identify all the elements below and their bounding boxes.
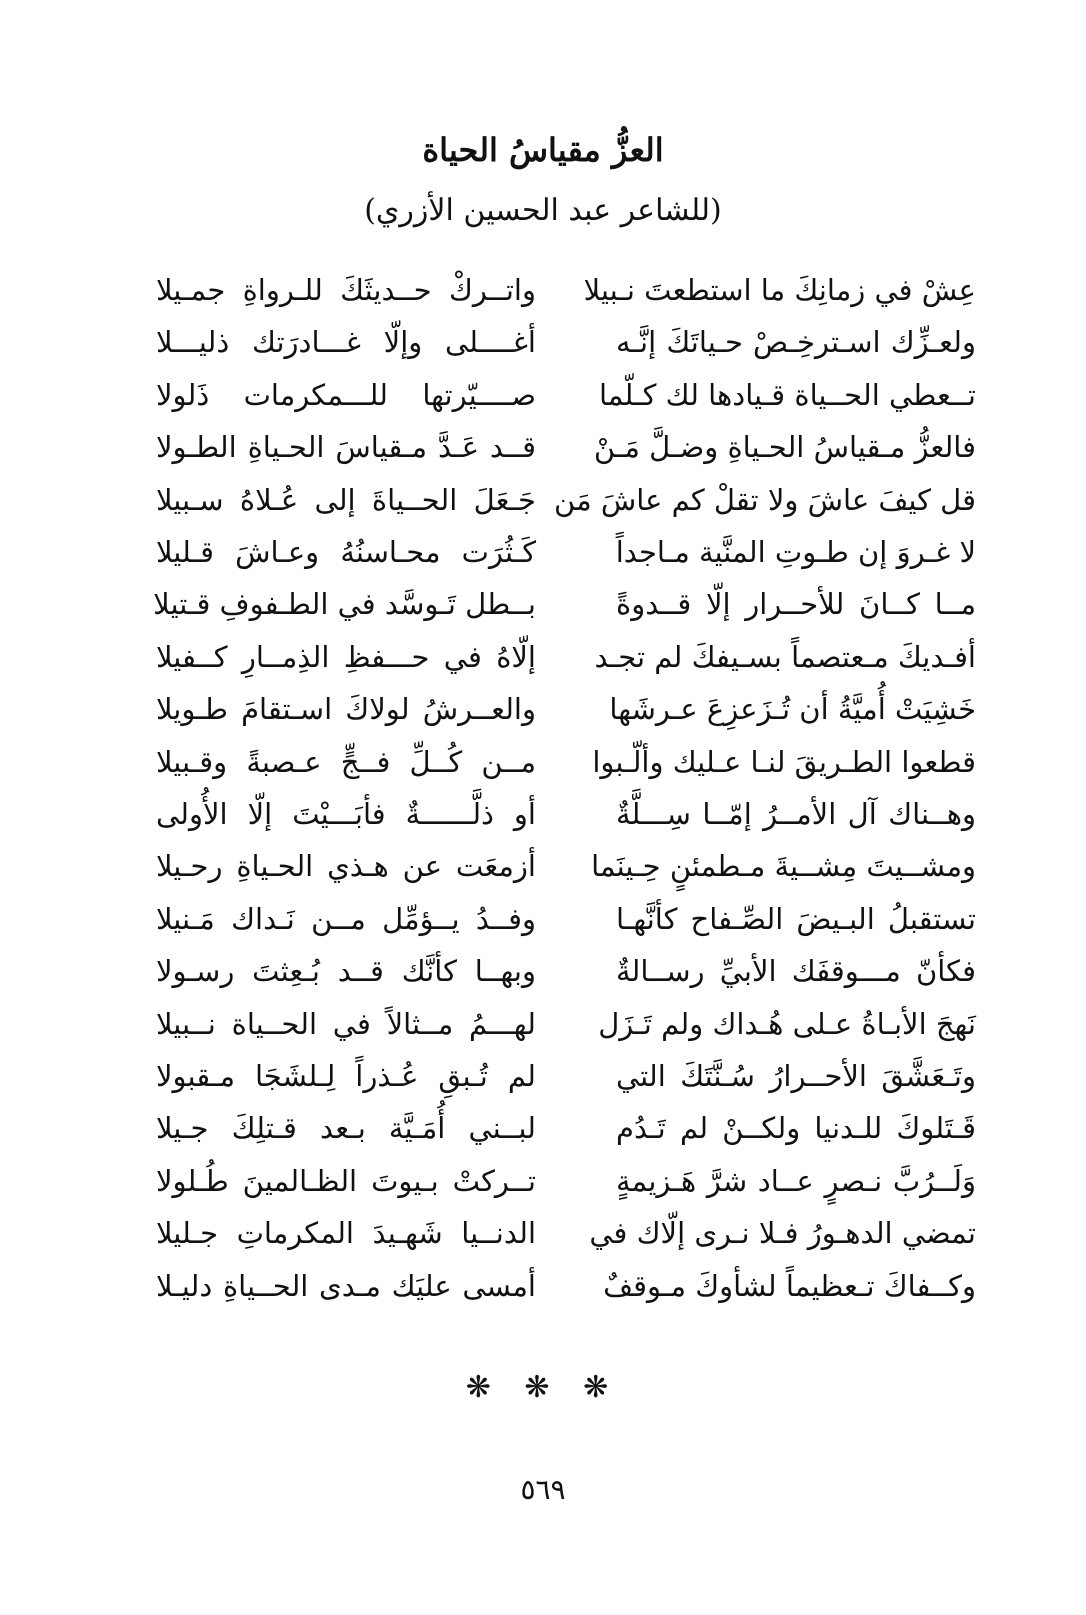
verse-second-hemistich: أو ذلَّــــــةٌ فأبَـــيْتَ إلّا الأُولى [156,797,536,831]
verse-second-hemistich: قــد عَـدَّ مـقياسَ الحـياةِ الطـولا [156,430,536,465]
verse-first-hemistich: أفـديكَ مـعتصماً بسـيفكَ لم تجـد [594,639,976,674]
verse-first-hemistich: ومشــيتَ مِشــيةَ مـطمئنٍ حِـينَما [591,849,976,884]
verse-second-hemistich: إلّاهُ في حـــفظِ الذِمــارِ كــفيلا [156,639,536,674]
verse-row [0,788,1086,840]
verse-second-hemistich: مــن كُــلِّ فــجٍّ عـصبةً وقـبيلا [156,744,536,779]
verse-second-hemistich: بــطل تَـوسَّد في الطـفوفِ قـتيلا [153,587,536,622]
page-number: ٥٦٩ [520,1473,566,1506]
verse-row [0,1260,1086,1312]
verse-row [0,421,1086,473]
verse-second-hemistich: لهـــمُ مــثالاً في الحــياة نــبيلا [156,1006,536,1041]
section-divider-ornament: ❋ ❋ ❋ [465,1370,621,1405]
verse-first-hemistich: قَـتَلوكَ للـدنيا ولكــنْ لم تَـدُم [616,1111,976,1146]
verse-row [0,736,1086,788]
verse-second-hemistich: الدنــيا شَهـيدَ المكرماتِ جـليلا [156,1216,536,1251]
verse-row [0,1102,1086,1154]
verse-row [0,369,1086,421]
verse-second-hemistich: كَـثُرَت محـاسنُهُ وعـاشَ قـليلا [156,535,536,569]
verse-row [0,945,1086,997]
verse-second-hemistich: لم تُـبقِ عُـذراً لِـلشَجَا مـقبولا [156,1059,536,1093]
verse-row [0,893,1086,945]
verse-row [0,474,1086,526]
verse-row [0,1155,1086,1207]
verse-first-hemistich: تــعطي الحــياة قـيادها لك كـلّما [598,377,976,412]
verse-first-hemistich: وهــناك آل الأمــرُ إمّــا سِـــلَّةٌ [616,797,976,831]
verse-first-hemistich: مــا كــانَ للأحــرار إلّا قــدوةً [616,587,976,622]
verse-second-hemistich: جَـعَلَ الحــياةَ إلى عُـلاهُ سـبيلا [156,482,536,517]
verse-row [0,264,1086,316]
verse-row [0,1050,1086,1102]
verse-row [0,683,1086,735]
verse-row [0,631,1086,683]
verse-first-hemistich: عِشْ في زمانِكَ ما استطعتَ نـبيلا [583,273,976,307]
verse-row [0,840,1086,892]
verse-row [0,998,1086,1050]
verse-first-hemistich: قل كيفَ عاشَ ولا تقلْ كم عاشَ مَن [554,482,976,517]
verse-second-hemistich: أزمعَت عن هـذي الحـياةِ رحـيلا [156,849,536,884]
verse-second-hemistich: وفــدُ يــؤمِّل مــن نَـداك مَـنيلا [156,901,536,936]
verse-first-hemistich: فكأنّ مـــوقفَك الأبيِّ رســالةٌ [616,954,976,989]
verse-second-hemistich: تــركتْ بـيوتَ الظـالمينَ طُـلولا [156,1163,536,1198]
verse-second-hemistich: وبهــا كأنَّك قــد بُـعِثتَ رسـولا [156,954,536,989]
verse-first-hemistich: خَشِيَتْ أُميَّةُ أن تُـزَعزِعَ عـرشَها [609,692,976,727]
verse-first-hemistich: وَلَــرُبَّ نـصرٍ عــاد شرَّ هَـزيمةٍ [616,1163,976,1198]
verse-first-hemistich: قطعوا الطـريقَ لنـا عـليك وألّـبوا [592,744,976,779]
verse-row [0,1207,1086,1259]
verse-first-hemistich: فالعزُّ مـقياسُ الحـياةِ وضـلَّ مَـنْ [593,430,976,465]
verse-second-hemistich: أغــــلى وإلّا غـــادرَتك ذليـــلا [156,325,536,360]
verse-second-hemistich: لبــني أُمَـيَّة بـعد قـتلِكَ جـيلا [156,1111,536,1146]
verse-row [0,316,1086,368]
verse-second-hemistich: صــــيّرتها للـــمكرمات ذَلولا [156,377,536,412]
verse-row [0,578,1086,630]
verse-second-hemistich: واتــركْ حــديثَكَ للـرواةِ جمـيلا [156,273,536,307]
verse-first-hemistich: وتَـعَشَّقَ الأحــرارُ سُـنَّتَكَ التي [616,1059,976,1093]
verse-first-hemistich: تستقبلُ البـيضَ الصِّـفاح كأنَّهـا [616,901,976,936]
verse-second-hemistich: أمسى عليَك مـدى الحــياةِ دليـلا [156,1268,536,1303]
verse-first-hemistich: نَهجَ الأبـاةُ عـلى هُـداك ولم تَـزَل [598,1006,976,1041]
poem-title: العزُّ مقياسُ الحياة [422,131,664,169]
verse-first-hemistich: ولعـزِّك اسـترخِـصْ حـياتَكَ إنَّـه [616,325,976,360]
verse-first-hemistich: تمضي الدهـورُ فـلا نـرى إلّاك في [589,1216,976,1251]
verse-first-hemistich: لا غـروَ إن طـوتِ المنَّية مـاجداً [615,535,976,569]
verse-row [0,526,1086,578]
verse-first-hemistich: وكــفاكَ تـعظيماً لشأوكَ مـوقفٌ [603,1268,976,1303]
poet-attribution: (للشاعر عبد الحسين الأزري) [364,193,722,228]
poem-body [0,264,1086,1324]
verse-second-hemistich: والعــرشُ لولاكَ اسـتقامَ طـويلا [156,692,536,727]
